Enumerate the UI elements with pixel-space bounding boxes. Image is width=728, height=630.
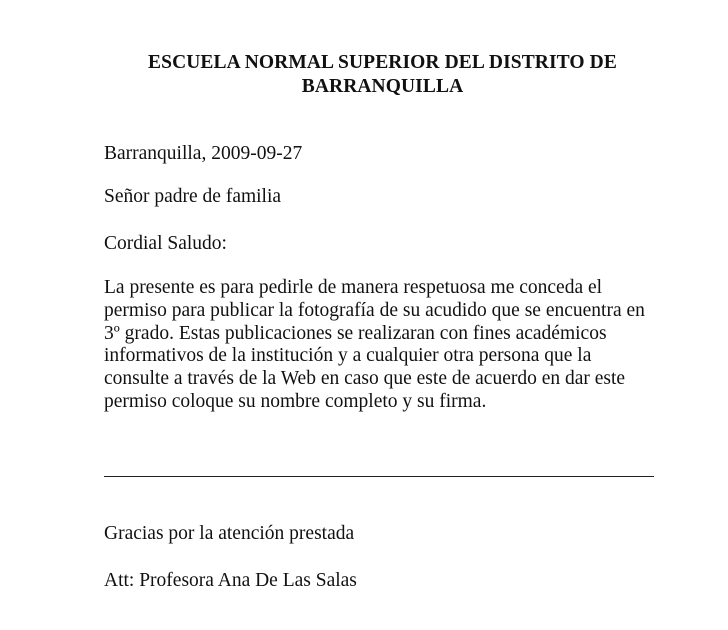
body-line: informativos de la institución y a cualquier otra persona que la [104, 345, 592, 367]
heading-line-1: ESCUELA NORMAL SUPERIOR DEL DISTRITO DE [148, 52, 617, 73]
signature-line [104, 476, 654, 477]
body-line: permiso para publicar la fotografía de su acudido que se encuentra en [104, 299, 645, 321]
letter-body [104, 277, 664, 414]
closing-line: Gracias por la atención prestada [104, 523, 355, 544]
recipient-line: Señor padre de familia [104, 186, 282, 207]
body-line: La presente es para pedirle de manera respetuosa me conceda el [104, 277, 603, 298]
heading-line-2: BARRANQUILLA [301, 76, 464, 97]
body-line: permiso coloque su nombre completo y su firma. [104, 390, 487, 412]
body-line: 3º grado. Estas publicaciones se realizaran con fines académicos [104, 322, 607, 344]
attention-line: Att: Profesora Ana De Las Salas [104, 570, 357, 591]
greeting-line: Cordial Saludo: [104, 233, 227, 254]
letter-heading [100, 51, 665, 99]
body-line: consulte a través de la Web en caso que este de acuerdo en dar este [104, 368, 626, 390]
date-line: Barranquilla, 2009-09-27 [104, 143, 303, 164]
